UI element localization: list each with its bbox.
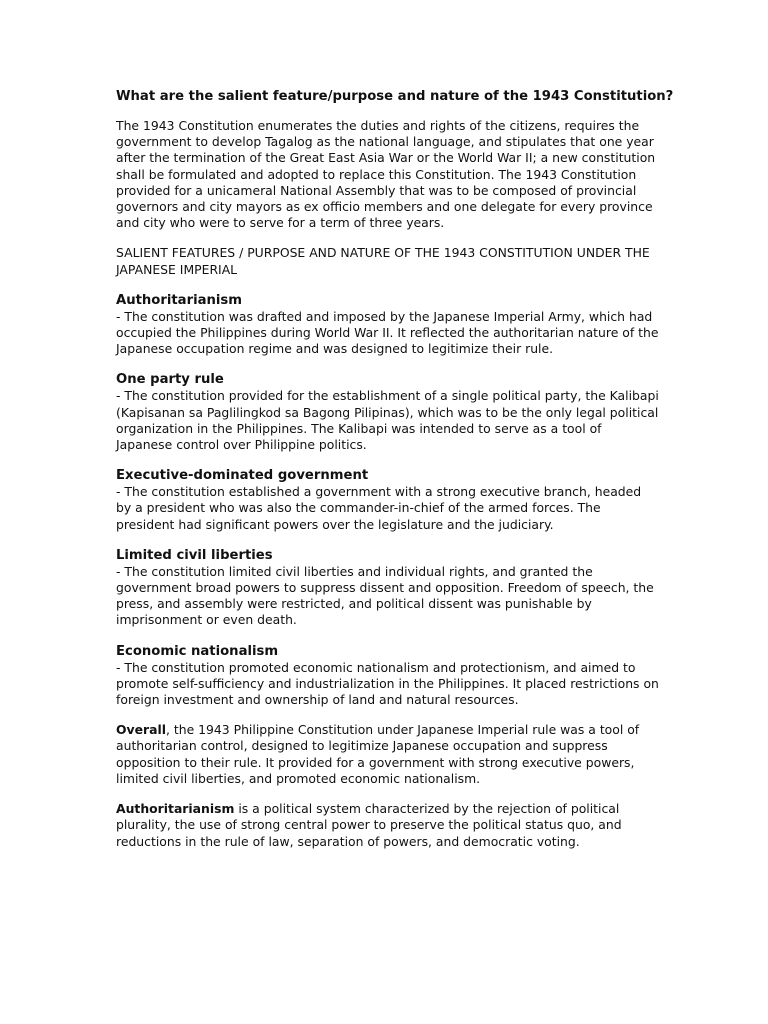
section-body: - The constitution promoted economic nationalism and protectionism, and aimed to promote self-sufficiency and industrialization in the Philippines. It placed restrictions on foreign investment and ownership of land and natural resources. bbox=[116, 659, 659, 708]
overall-text: , the 1943 Philippine Constitution under Japanese Imperial rule was a tool of authoritarian control, designed to legitimize Japanese occupation and suppress opposition to their rule. It provided for a government with strong executive powers, limited civil liberties, and promoted economic nationalism. bbox=[116, 722, 640, 786]
intro-paragraph: The 1943 Constitution enumerates the duties and rights of the citizens, requires the government to develop Tagalog as the national language, and stipulates that one year after the termination of the Great East Asia War or the World War II; a new constitution shall be formulated and adopted to replace this Constitution. The 1943 Constitution provided for a unicameral National Assembly that was to be composed of provincial governors and city mayors as ex officio members and one delegate for every province and city who were to serve for a term of three years. bbox=[116, 118, 656, 231]
overall-lead: Overall bbox=[116, 722, 166, 738]
definition-lead: Authoritarianism bbox=[116, 801, 235, 817]
question-heading: What are the salient feature/purpose and nature of the 1943 Constitution? bbox=[116, 89, 674, 104]
section-title: Limited civil liberties bbox=[116, 547, 273, 563]
section-title: One party rule bbox=[116, 372, 224, 388]
section-limited-civil-liberties bbox=[116, 547, 660, 629]
section-executive-dominated-government bbox=[116, 467, 660, 533]
section-economic-nationalism bbox=[116, 643, 660, 709]
section-body: - The constitution provided for the establishment of a single political party, the Kalibapi (Kapisanan sa Paglilingkod sa Bagong Pilipinas), which was to be the only legal political organization in the Philippines. The Kalibapi was intended to serve as a tool of Japanese control over Philippine politics. bbox=[116, 388, 659, 453]
section-body: - The constitution limited civil liberties and individual rights, and granted the government broad powers to suppress dissent and opposition. Freedom of speech, the press, and assembly were restricted, and political dissent was punishable by imprisonment or even death. bbox=[116, 563, 654, 628]
section-title: Authoritarianism bbox=[116, 292, 242, 308]
section-title: Economic nationalism bbox=[116, 643, 279, 659]
overall-paragraph bbox=[116, 722, 660, 787]
salient-features-heading: SALIENT FEATURES / PURPOSE AND NATURE OF THE 1943 CONSTITUTION UNDER THE JAPANESE IMPERIAL bbox=[116, 245, 650, 277]
definition-paragraph bbox=[116, 801, 660, 850]
definition-text: is a political system characterized by the rejection of political plurality, the use of strong central power to preserve the political status quo, and reductions in the rule of law, separation of powers, and democratic voting. bbox=[116, 801, 622, 849]
section-one-party-rule bbox=[116, 371, 660, 453]
document-page bbox=[116, 88, 674, 864]
section-body: - The constitution established a government with a strong executive branch, headed by a president who was also the commander-in-chief of the armed forces. The president had significant powers over the legislature and the judiciary. bbox=[116, 484, 642, 532]
section-authoritarianism bbox=[116, 292, 660, 358]
section-body: - The constitution was drafted and imposed by the Japanese Imperial Army, which had occupied the Philippines during World War II. It reflected the authoritarian nature of the Japanese occupation regime and was designed to legitimize their rule. bbox=[116, 308, 659, 357]
section-title: Executive-dominated government bbox=[116, 468, 369, 484]
